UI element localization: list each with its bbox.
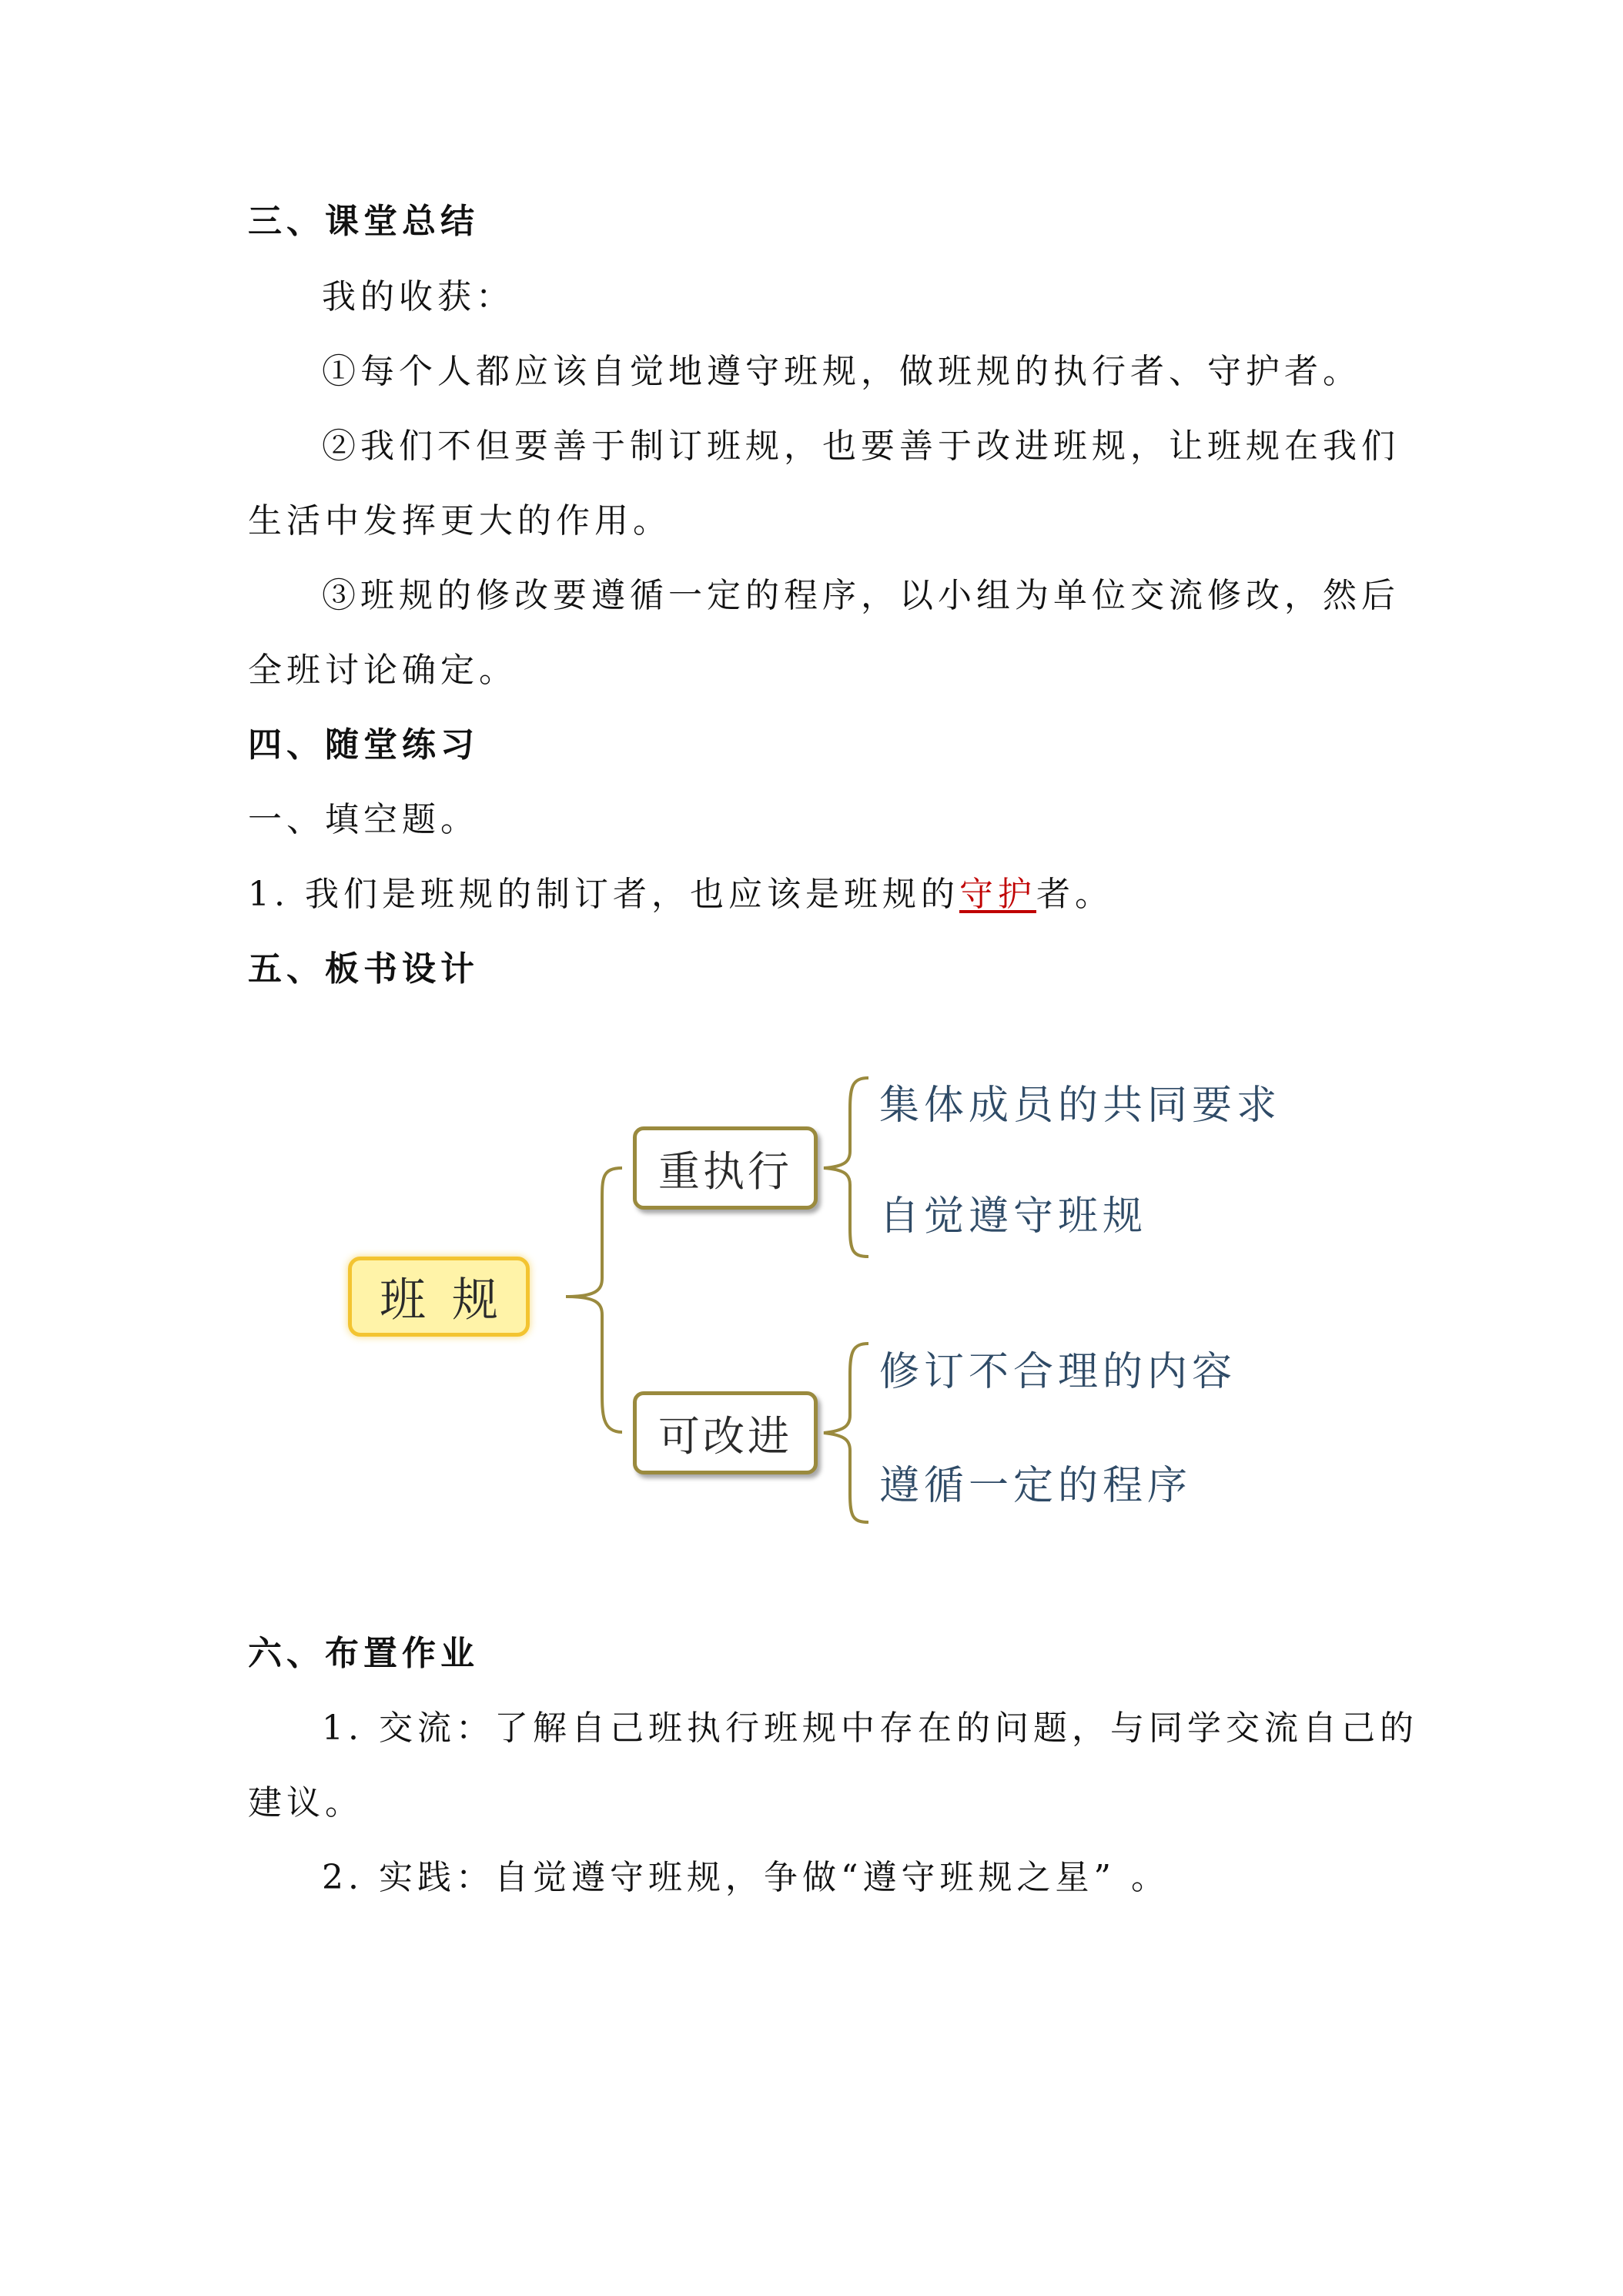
diagram-branch-improve: 可改进: [633, 1391, 818, 1474]
diagram-leaf-self-discipline: 自觉遵守班规: [879, 1193, 1148, 1240]
homework-task-1-line-1: 1. 交流：了解自己班执行班规中存在的问题，与同学交流自己的: [322, 1709, 1418, 1748]
summary-point-2-line-2: 生活中发挥更大的作用。: [248, 501, 671, 541]
summary-point-3-line-2: 全班讨论确定。: [248, 651, 517, 690]
homework-task-2: 2. 实践：自觉遵守班规，争做“遵守班规之星” 。: [322, 1858, 1170, 1897]
harvest-label: 我的收获：: [322, 277, 514, 316]
homework-task-1-line-2: 建议。: [248, 1783, 363, 1822]
question-answer: 守护: [959, 875, 1036, 914]
diagram-branch-execute: 重执行: [633, 1126, 818, 1210]
diagram-leaf-follow-procedure: 遵循一定的程序: [879, 1463, 1193, 1509]
section-3-heading: 三、课堂总结: [248, 202, 479, 241]
summary-point-3-line-1: ③班规的修改要遵循一定的程序，以小组为单位交流修改，然后: [322, 576, 1400, 615]
section-4-heading: 四、随堂练习: [248, 725, 479, 765]
diagram-leaf-revise-content: 修订不合理的内容: [879, 1349, 1237, 1395]
diagram-root-box: 班规: [348, 1257, 530, 1337]
main-brace: [566, 1168, 622, 1432]
question-suffix: 者。: [1036, 875, 1113, 914]
board-design-diagram: [331, 1055, 1332, 1548]
fill-blank-subheading: 一、填空题。: [248, 800, 479, 839]
lower-brace: [824, 1344, 868, 1522]
upper-brace: [824, 1078, 868, 1257]
question-prefix: 1. 我们是班规的制订者，也应该是班规的: [248, 875, 959, 914]
diagram-leaf-common-requirement: 集体成员的共同要求: [879, 1083, 1282, 1129]
section-6-heading: 六、布置作业: [248, 1634, 479, 1673]
summary-point-1: ①每个人都应该自觉地遵守班规，做班规的执行者、守护者。: [322, 352, 1361, 391]
fill-blank-question: [248, 872, 1113, 918]
section-5-heading: 五、板书设计: [248, 949, 479, 989]
summary-point-2-line-1: ②我们不但要善于制订班规，也要善于改进班规，让班规在我们: [322, 427, 1400, 466]
